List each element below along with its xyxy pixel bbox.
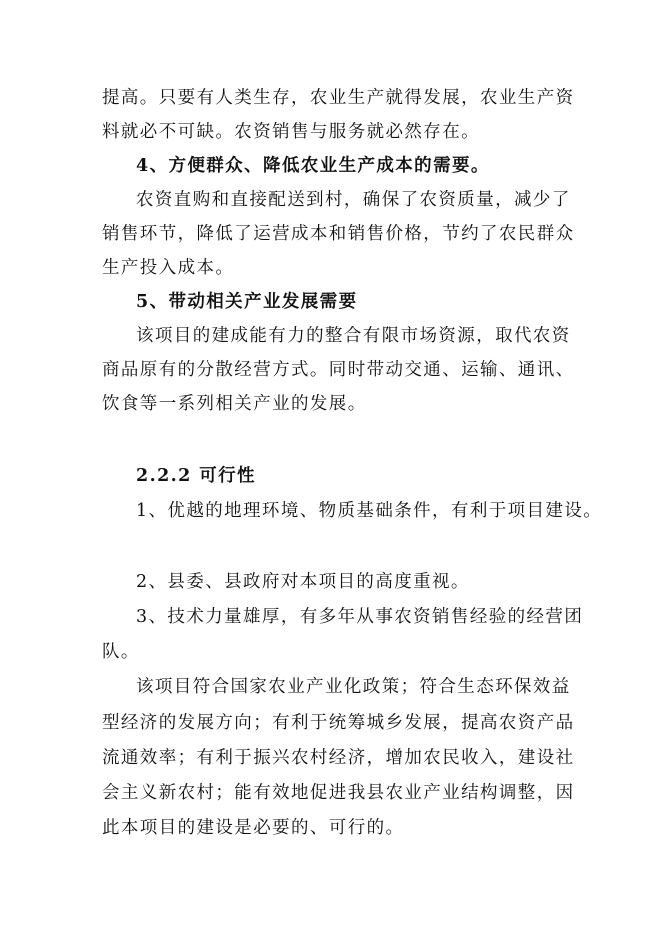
list-item: 2、县委、县政府对本项目的高度重视。 xyxy=(136,572,470,592)
list-item-heading: 4、方便群众、降低农业生产成本的需要。 xyxy=(136,156,490,176)
paragraph-line: 会主义新农村；能有效地促进我县农业产业结构调整，因 xyxy=(102,783,575,803)
list-item: 1、优越的地理环境、物质基础条件，有利于项目建设。 xyxy=(136,501,603,521)
list-item: 3、技术力量雄厚，有多年从事农资销售经验的经营团 xyxy=(136,607,584,627)
paragraph-line: 此本项目的建设是必要的、可行的。 xyxy=(102,818,405,838)
list-item-heading: 5、带动相关产业发展需要 xyxy=(136,292,358,312)
section-heading: 2.2.2 可行性 xyxy=(136,466,256,486)
paragraph-line: 农资直购和直接配送到村，确保了农资质量，减少了 xyxy=(136,190,571,210)
paragraph-line: 提高。只要有人类生存，农业生产就得发展，农业生产资 xyxy=(102,88,575,108)
paragraph-line: 商品原有的分散经营方式。同时带动交通、运输、通讯、 xyxy=(102,360,575,380)
paragraph-line: 销售环节，降低了运营成本和销售价格，节约了农民群众 xyxy=(102,224,575,244)
paragraph-line: 流通效率；有利于振兴农村经济，增加农民收入，建设社 xyxy=(102,748,575,768)
paragraph-line: 生产投入成本。 xyxy=(102,258,235,278)
paragraph-line: 该项目的建成能有力的整合有限市场资源，取代农资 xyxy=(136,326,571,346)
paragraph-line: 队。 xyxy=(102,642,140,662)
paragraph-line: 饮食等一系列相关产业的发展。 xyxy=(102,394,367,414)
paragraph-line: 该项目符合国家农业产业化政策；符合生态环保效益 xyxy=(136,677,571,697)
paragraph-line: 型经济的发展方向；有利于统筹城乡发展，提高农资产品 xyxy=(102,713,575,733)
paragraph-line: 料就必不可缺。农资销售与服务就必然存在。 xyxy=(102,122,480,142)
